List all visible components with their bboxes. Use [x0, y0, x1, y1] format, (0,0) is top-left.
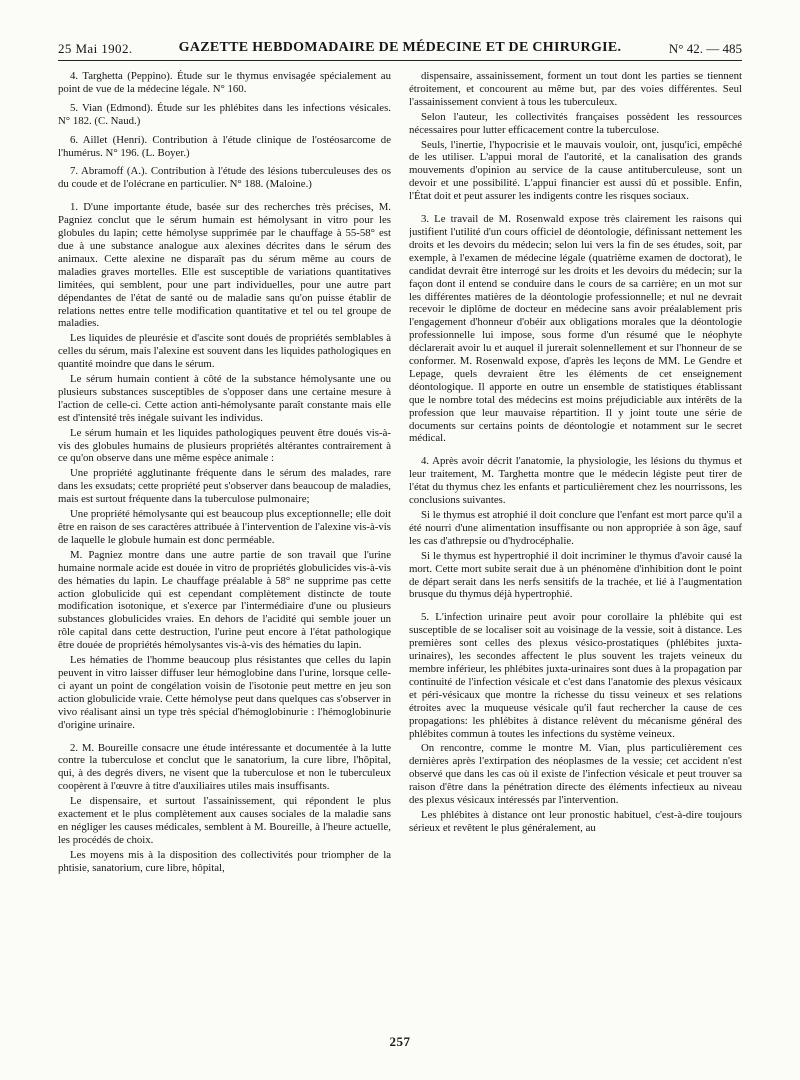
paragraph: Seuls, l'inertie, l'hypocrisie et le mauvais vouloir, ont, jusqu'ici, empêché de les utiliser. L'appui moral de l'autorité, et la canalisation des grands mouvements d'opinion au service de la cause antituberculeuse, sont un devoir et une possibilité. L'appui financier est aussi dû et possible. Enfin, l'État doit et peut assurer les indigents contre les risques sociaux. [409, 138, 742, 203]
paragraph: Une propriété agglutinante fréquente dans le sérum des malades, rare dans les exsudats; cette propriété peut s'observer dans beaucoup de maladies, mais est surtout fréquente dans la tuberculose pulmonaire; [58, 467, 391, 506]
paragraph: Les phlébites à distance ont leur pronostic habituel, c'est-à-dire toujours sérieux et revêtent le plus généralement, au [409, 808, 742, 834]
paragraph: dispensaire, assainissement, forment un tout dont les parties se tiennent étroitement, et concourent au même but, par des voies différentes. Seul l'assainissement convient à tous les tuberculeux. [409, 70, 742, 108]
paragraph: Le sérum humain contient à côté de la substance hémolysante une ou plusieurs substances susceptibles de s'opposer dans une certaine mesure à l'action de celle-ci. Cette action anti-hémolysante paraît constante mais elle est d'intensité très inégale suivant les individus. [58, 373, 391, 424]
running-header [58, 38, 742, 61]
issue-date: 25 Mai 1902. [58, 41, 133, 56]
reference-item: 7. Abramoff (A.). Contribution à l'étude des lésions tuberculeuses des os du coude et de l'olécrane en particulier. N° 188. (Maloine.) [58, 165, 391, 191]
reference-item: 4. Targhetta (Peppino). Étude sur le thymus envisagée spécialement au point de vue de la médecine légale. N° 160. [58, 70, 391, 95]
paragraph: Si le thymus est hypertrophié il doit incriminer le thymus d'avoir causé la mort. Cette mort subite serait due à un phénomène d'inhibition dont le point de départ serait dans les nerfs sensitifs de la trachée, et lié à l'augmentation brusque du thymus déjà hypertrophié. [409, 549, 742, 601]
issue-page-number: N° 42. — 485 [668, 41, 742, 56]
paragraph: Les moyens mis à la disposition des collectivités pour triompher de la phtisie, sanatorium, cure libre, hôpital, [58, 848, 391, 874]
paragraph: Une propriété hémolysante qui est beaucoup plus exceptionnelle; elle doit être en raison de ses caractères attribuée à l'intervention de l'alexine vis-à-vis de laquelle le globule humain est donc perméable. [58, 508, 391, 546]
paragraph: M. Pagniez montre dans une autre partie de son travail que l'urine humaine normale acide est douée in vitro de propriétés globulicides vis-à-vis des hématies du lapin. Le chauffage préalable à 58° ne supprime pas cette action globulicide qui est cependant complètement distincte de toute modification isotonique, et s'exerce par l'intermédiaire d'une ou plusieurs substances globulicides vraies. En dehors de l'acidité qui semble jouer un rôle capital dans cette destruction, l'urine peut encore à l'état pathologique être douée de propriétés hémolysantes vis-à-vis des hématies du lapin. [58, 548, 391, 652]
page-folio: 257 [389, 1034, 411, 1049]
journal-title: GAZETTE HEBDOMADAIRE DE MÉDECINE ET DE CHIRURGIE. [178, 40, 622, 55]
paragraph: On rencontre, comme le montre M. Vian, plus particulièrement ces dernières après l'extirpation des néoplasmes de la vessie; cet accident n'est observé que dans les cas où il existe de l'infection vésicale et peut trouver sa raison d'être dans la pénétration directe des éléments infectieux au niveau des plexus vésicaux intéressés par l'intervention. [409, 742, 742, 807]
paragraph: Le sérum humain et les liquides pathologiques peuvent être doués vis-à-vis des globules humains de plusieurs propriétés altérantes contrairement à ce qu'on observe dans une même espèce animale : [58, 426, 391, 465]
paragraph: Si le thymus est atrophié il doit conclure que l'enfant est mort parce qu'il a été nourri d'une alimentation insuffisante ou non appropriée à son âge, sauf les cas d'athrepsie ou d'hydrocéphalie. [409, 509, 742, 547]
left-column [58, 70, 391, 1022]
reference-item: 6. Aillet (Henri). Contribution à l'étude clinique de l'ostéosarcome de l'humérus. N° 196. (L. Boyer.) [58, 133, 391, 159]
review-paragraph: 3. Le travail de M. Rosenwald expose très clairement les raisons qui justifient l'utilité d'un cours officiel de déontologie, définissant nettement les droits et les devoirs du médecin; selon lui vers la fin de ses études, soit, par exemple, à l'examen de médecine légale (quatrième examen de doctorat), le candidat devrait être interrogé sur les droits et les devoirs du médecin; sur la façon dont il entend se conduire dans le cours de sa carrière; en un mot sur les différentes matières de la déontologie professionnelle; et nul ne devrait recevoir le diplôme de docteur en médecine sans avoir préalablement pris l'engagement d'honneur d'obéir aux obligations morales que la déontologie professionnelle lui impose, sous forme d'un résumé que le néophyte déclarerait avoir lu et auquel il jurerait solennellement et sur l'honneur de se conformer. M. Rosenwald expose, d'après les leçons de MM. Le Gendre et Lepage, quels devraient être les éléments de cet enseignement déontologique. Il apporte en outre un ensemble de statistiques établissant que le nombre total des médecins est moins préjudiciable aux intérêts de la profession que leur mauvaise répartition. Il y joint toute une série de documents sur certains points de déontologie et notamment sur le secret médical. [409, 213, 742, 445]
paragraph: Les hématies de l'homme beaucoup plus résistantes que celles du lapin peuvent in vitro laisser diffuser leur hémoglobine dans l'urine, lorsque celle-ci ayant un point de congélation voisin de l'isotonie peut mettre en jeu son action globulicide vraie. Cette hémolyse peut dans quelques cas s'observer in vivo réalisant ainsi un type très spécial d'hémoglobinurie : l'hémoglobinurie d'origine urinaire. [58, 654, 391, 731]
right-column [409, 70, 742, 1022]
paragraph: Les liquides de pleurésie et d'ascite sont doués de propriétés semblables à celles du sérum, mais l'alexine est souvent dans les liquides pathologiques en quantité moindre que dans le sérum. [58, 332, 391, 371]
review-paragraph: 4. Après avoir décrit l'anatomie, la physiologie, les lésions du thymus et leur traitement, M. Targhetta montre que le médecin légiste peut tirer de l'état du thymus chez les enfants et particulièrement chez les nourrissons, les conclusions suivantes. [409, 455, 742, 507]
review-paragraph: 1. D'une importante étude, basée sur des recherches très précises, M. Pagniez conclut que le sérum humain est hémolysant in vitro pour les globules du lapin; cette hémolyse supprimée par le chauffage à 55-58° est due à une substance analogue aux alexines décrites dans le sérum des animaux. Cette alexine ne disparaît pas du sérum même au cours de maladies graves mortelles. Elle est susceptible de variations quantitatives limitées, qui semblent, pour une part individuelles, pour une autre part dépendantes de l'état de santé ou de maladie sans qu'on puisse établir de relations nettes entre telle modification quantitative et tel ou tel groupe de maladies. [58, 201, 391, 330]
reference-item: 5. Vian (Edmond). Étude sur les phlébites dans les infections vésicales. N° 182. (C. Naud.) [58, 101, 391, 127]
paragraph: Le dispensaire, et surtout l'assainissement, qui répondent le plus exactement et le plus complètement aux causes sociales de la maladie sans en négliger les causes médicales, semblent à M. Boureille, à l'heure actuelle, les procédés de choix. [58, 795, 391, 846]
paragraph: Selon l'auteur, les collectivités françaises possèdent les ressources nécessaires pour lutter efficacement contre la tuberculose. [409, 110, 742, 136]
review-paragraph: 5. L'infection urinaire peut avoir pour corollaire la phlébite qui est susceptible de se localiser soit au voisinage de la vessie, soit à distance. Les premières sont celles des plexus vésico-prostatiques (phlébites juxta-urinaires), les secondes affectent le plus souvent les trajets veineux du membre inférieur, les phlébites juxta-urinaires sont dues à la propagation par continuité de l'infection vésicale et c'est dans l'anatomie des plexus vésicaux et péri-vésicaux que montre la richesse du tissu veineux et ses relations étroites avec la muqueuse vésicale qu'il faut rechercher la cause de ces propagations: les phlébites à distance relèvent du mécanisme général des phlébites commun à toutes les infections du système veineux. [409, 611, 742, 740]
review-paragraph: 2. M. Boureille consacre une étude intéressante et documentée à la lutte contre la tuberculose et conclut que le sanatorium, la cure libre, l'hôpital, qui, à des degrés divers, ne visent que la tuberculose et non le tuberculeux coopèrent à l'œuvre à titre d'auxiliaires utiles mais insuffisants. [58, 741, 391, 793]
